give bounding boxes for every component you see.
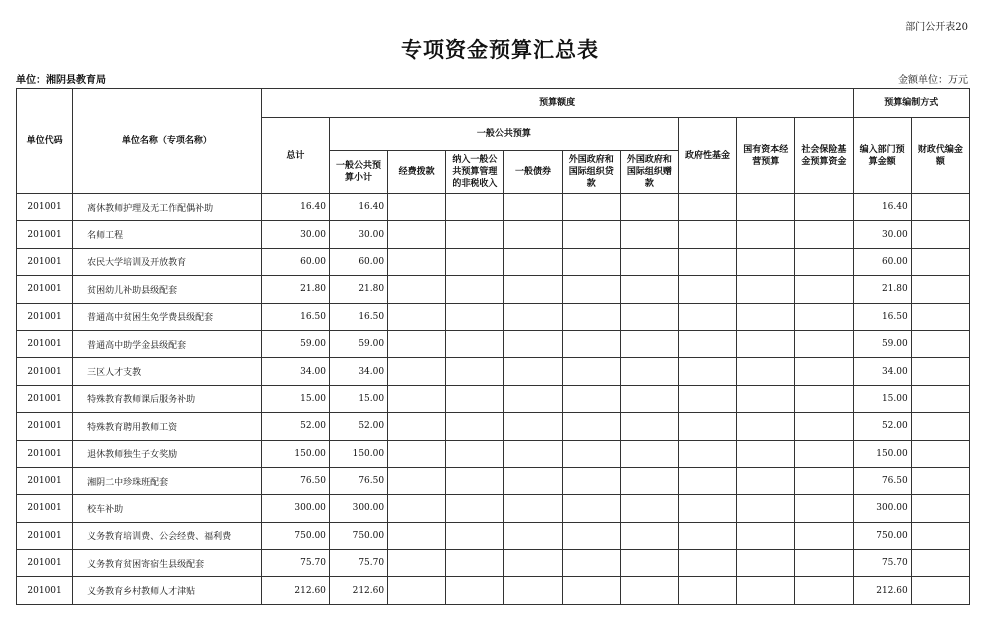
cell-appropriation — [388, 221, 446, 248]
cell-non-tax — [446, 577, 504, 604]
cell-dept-budget: 76.50 — [853, 467, 911, 494]
cell-unit-name: 农民大学培训及开放教育 — [73, 248, 262, 275]
cell-foreign-loan — [562, 550, 620, 577]
cell-foreign-grant — [620, 330, 678, 357]
cell-state-capital — [737, 522, 795, 549]
cell-unit-name: 贫困幼儿补助县级配套 — [73, 276, 262, 303]
cell-general-bond — [504, 413, 562, 440]
cell-state-capital — [737, 358, 795, 385]
cell-unit-name: 名师工程 — [73, 221, 262, 248]
cell-fiscal-agency — [911, 495, 969, 522]
cell-foreign-loan — [562, 413, 620, 440]
cell-non-tax — [446, 330, 504, 357]
cell-social-insurance — [795, 440, 853, 467]
cell-social-insurance — [795, 385, 853, 412]
cell-fiscal-agency — [911, 522, 969, 549]
table-row — [17, 550, 970, 577]
cell-general-bond — [504, 221, 562, 248]
cell-dept-budget: 34.00 — [853, 358, 911, 385]
cell-general-bond — [504, 194, 562, 221]
cell-unit-code: 201001 — [17, 194, 73, 221]
cell-state-capital — [737, 221, 795, 248]
cell-non-tax — [446, 385, 504, 412]
cell-gp-subtotal: 59.00 — [329, 330, 387, 357]
cell-state-capital — [737, 385, 795, 412]
cell-unit-code: 201001 — [17, 248, 73, 275]
table-row — [17, 248, 970, 275]
cell-unit-code: 201001 — [17, 577, 73, 604]
cell-dept-budget: 59.00 — [853, 330, 911, 357]
cell-social-insurance — [795, 221, 853, 248]
cell-appropriation — [388, 358, 446, 385]
cell-fiscal-agency — [911, 413, 969, 440]
cell-non-tax — [446, 550, 504, 577]
cell-general-bond — [504, 385, 562, 412]
cell-non-tax — [446, 413, 504, 440]
page-title: 专项资金预算汇总表 — [401, 38, 599, 62]
header-unit-code: 单位代码 — [17, 89, 73, 194]
cell-general-bond — [504, 276, 562, 303]
cell-foreign-loan — [562, 522, 620, 549]
budget-table — [16, 88, 970, 605]
cell-state-capital — [737, 550, 795, 577]
header-fiscal-agency: 财政代编金额 — [911, 118, 969, 194]
cell-foreign-loan — [562, 248, 620, 275]
cell-foreign-grant — [620, 440, 678, 467]
cell-total: 21.80 — [261, 276, 329, 303]
cell-unit-name: 普通高中贫困生免学费县级配套 — [73, 303, 262, 330]
header-non-tax: 纳入一般公共预算管理的非税收入 — [446, 151, 504, 194]
cell-unit-name: 特殊教育教师课后服务补助 — [73, 385, 262, 412]
cell-unit-code: 201001 — [17, 440, 73, 467]
cell-unit-name: 离休教师护理及无工作配偶补助 — [73, 194, 262, 221]
cell-unit-code: 201001 — [17, 495, 73, 522]
cell-unit-code: 201001 — [17, 276, 73, 303]
cell-fiscal-agency — [911, 194, 969, 221]
cell-state-capital — [737, 303, 795, 330]
cell-appropriation — [388, 495, 446, 522]
cell-non-tax — [446, 248, 504, 275]
table-row — [17, 495, 970, 522]
cell-state-capital — [737, 440, 795, 467]
cell-gov-fund — [678, 522, 736, 549]
cell-appropriation — [388, 248, 446, 275]
cell-total: 150.00 — [261, 440, 329, 467]
cell-unit-name: 三区人才支教 — [73, 358, 262, 385]
cell-social-insurance — [795, 413, 853, 440]
cell-gov-fund — [678, 495, 736, 522]
cell-dept-budget: 21.80 — [853, 276, 911, 303]
cell-total: 16.40 — [261, 194, 329, 221]
cell-unit-name: 退休教师独生子女奖励 — [73, 440, 262, 467]
cell-gp-subtotal: 34.00 — [329, 358, 387, 385]
cell-unit-code: 201001 — [17, 303, 73, 330]
cell-total: 76.50 — [261, 467, 329, 494]
cell-total: 34.00 — [261, 358, 329, 385]
cell-social-insurance — [795, 330, 853, 357]
cell-fiscal-agency — [911, 303, 969, 330]
header-gp-subtotal: 一般公共预算小计 — [329, 151, 387, 194]
cell-fiscal-agency — [911, 358, 969, 385]
header-appropriation: 经费拨款 — [388, 151, 446, 194]
cell-social-insurance — [795, 303, 853, 330]
cell-general-bond — [504, 303, 562, 330]
cell-dept-budget: 75.70 — [853, 550, 911, 577]
cell-gp-subtotal: 15.00 — [329, 385, 387, 412]
cell-social-insurance — [795, 276, 853, 303]
cell-state-capital — [737, 467, 795, 494]
cell-total: 16.50 — [261, 303, 329, 330]
cell-gp-subtotal: 750.00 — [329, 522, 387, 549]
cell-non-tax — [446, 440, 504, 467]
cell-dept-budget: 30.00 — [853, 221, 911, 248]
form-number: 部门公开表20 — [905, 22, 968, 33]
cell-total: 60.00 — [261, 248, 329, 275]
table-row — [17, 221, 970, 248]
header-general-bond: 一般债券 — [504, 151, 562, 194]
cell-gov-fund — [678, 358, 736, 385]
cell-gov-fund — [678, 194, 736, 221]
cell-foreign-grant — [620, 467, 678, 494]
cell-gov-fund — [678, 467, 736, 494]
cell-dept-budget: 52.00 — [853, 413, 911, 440]
cell-gov-fund — [678, 248, 736, 275]
cell-unit-code: 201001 — [17, 358, 73, 385]
cell-appropriation — [388, 467, 446, 494]
cell-foreign-loan — [562, 577, 620, 604]
cell-gov-fund — [678, 577, 736, 604]
cell-foreign-grant — [620, 248, 678, 275]
cell-social-insurance — [795, 467, 853, 494]
amount-unit-label: 金额单位：万元 — [898, 75, 968, 86]
cell-state-capital — [737, 495, 795, 522]
cell-fiscal-agency — [911, 440, 969, 467]
cell-state-capital — [737, 248, 795, 275]
cell-fiscal-agency — [911, 385, 969, 412]
cell-non-tax — [446, 358, 504, 385]
cell-gov-fund — [678, 330, 736, 357]
cell-total: 750.00 — [261, 522, 329, 549]
cell-dept-budget: 212.60 — [853, 577, 911, 604]
cell-dept-budget: 750.00 — [853, 522, 911, 549]
cell-non-tax — [446, 303, 504, 330]
table-row — [17, 440, 970, 467]
cell-social-insurance — [795, 577, 853, 604]
cell-general-bond — [504, 577, 562, 604]
cell-non-tax — [446, 467, 504, 494]
cell-foreign-loan — [562, 221, 620, 248]
cell-foreign-loan — [562, 467, 620, 494]
cell-unit-code: 201001 — [17, 467, 73, 494]
cell-state-capital — [737, 330, 795, 357]
cell-foreign-loan — [562, 440, 620, 467]
cell-gp-subtotal: 16.50 — [329, 303, 387, 330]
cell-foreign-loan — [562, 194, 620, 221]
cell-general-bond — [504, 330, 562, 357]
cell-gp-subtotal: 300.00 — [329, 495, 387, 522]
cell-dept-budget: 16.50 — [853, 303, 911, 330]
cell-foreign-grant — [620, 413, 678, 440]
table-row — [17, 522, 970, 549]
header-budget-method: 预算编制方式 — [853, 89, 969, 118]
cell-fiscal-agency — [911, 330, 969, 357]
cell-gp-subtotal: 150.00 — [329, 440, 387, 467]
table-row — [17, 467, 970, 494]
cell-dept-budget: 15.00 — [853, 385, 911, 412]
cell-state-capital — [737, 276, 795, 303]
cell-general-bond — [504, 440, 562, 467]
cell-fiscal-agency — [911, 248, 969, 275]
cell-dept-budget: 300.00 — [853, 495, 911, 522]
cell-non-tax — [446, 221, 504, 248]
cell-total: 59.00 — [261, 330, 329, 357]
cell-appropriation — [388, 413, 446, 440]
cell-appropriation — [388, 330, 446, 357]
cell-foreign-loan — [562, 358, 620, 385]
header-foreign-grant: 外国政府和国际组织赠款 — [620, 151, 678, 194]
cell-foreign-loan — [562, 303, 620, 330]
header-general-public: 一般公共预算 — [329, 118, 678, 151]
cell-foreign-loan — [562, 495, 620, 522]
table-row — [17, 330, 970, 357]
unit-label: 单位：湘阴县教育局 — [16, 75, 106, 86]
cell-appropriation — [388, 522, 446, 549]
cell-foreign-grant — [620, 221, 678, 248]
cell-unit-code: 201001 — [17, 550, 73, 577]
cell-state-capital — [737, 194, 795, 221]
cell-social-insurance — [795, 248, 853, 275]
cell-appropriation — [388, 577, 446, 604]
cell-gov-fund — [678, 413, 736, 440]
cell-unit-code: 201001 — [17, 385, 73, 412]
table-row — [17, 276, 970, 303]
cell-fiscal-agency — [911, 276, 969, 303]
header-social-insurance: 社会保险基金预算资金 — [795, 118, 853, 194]
cell-unit-name: 普通高中助学金县级配套 — [73, 330, 262, 357]
cell-foreign-loan — [562, 385, 620, 412]
table-row — [17, 385, 970, 412]
cell-unit-name: 校车补助 — [73, 495, 262, 522]
cell-gov-fund — [678, 440, 736, 467]
cell-gp-subtotal: 16.40 — [329, 194, 387, 221]
cell-foreign-grant — [620, 550, 678, 577]
cell-foreign-grant — [620, 303, 678, 330]
table-row — [17, 303, 970, 330]
cell-fiscal-agency — [911, 467, 969, 494]
cell-general-bond — [504, 467, 562, 494]
cell-unit-name: 义务教育贫困寄宿生县级配套 — [73, 550, 262, 577]
cell-gov-fund — [678, 550, 736, 577]
cell-appropriation — [388, 440, 446, 467]
cell-foreign-grant — [620, 495, 678, 522]
cell-dept-budget: 150.00 — [853, 440, 911, 467]
cell-gp-subtotal: 60.00 — [329, 248, 387, 275]
cell-foreign-grant — [620, 276, 678, 303]
cell-gp-subtotal: 30.00 — [329, 221, 387, 248]
cell-gov-fund — [678, 303, 736, 330]
cell-appropriation — [388, 385, 446, 412]
cell-total: 300.00 — [261, 495, 329, 522]
cell-state-capital — [737, 413, 795, 440]
cell-gp-subtotal: 75.70 — [329, 550, 387, 577]
cell-dept-budget: 16.40 — [853, 194, 911, 221]
cell-total: 52.00 — [261, 413, 329, 440]
cell-state-capital — [737, 577, 795, 604]
cell-foreign-grant — [620, 577, 678, 604]
cell-fiscal-agency — [911, 577, 969, 604]
cell-appropriation — [388, 303, 446, 330]
cell-unit-code: 201001 — [17, 330, 73, 357]
cell-non-tax — [446, 194, 504, 221]
cell-general-bond — [504, 522, 562, 549]
cell-gov-fund — [678, 276, 736, 303]
cell-gp-subtotal: 21.80 — [329, 276, 387, 303]
cell-total: 15.00 — [261, 385, 329, 412]
cell-unit-name: 湘阴二中珍珠班配套 — [73, 467, 262, 494]
table-row — [17, 577, 970, 604]
cell-total: 30.00 — [261, 221, 329, 248]
cell-appropriation — [388, 276, 446, 303]
cell-foreign-grant — [620, 385, 678, 412]
cell-unit-name: 特殊教育聘用教师工资 — [73, 413, 262, 440]
header-gov-fund: 政府性基金 — [678, 118, 736, 194]
header-dept-budget: 编入部门预算金额 — [853, 118, 911, 194]
cell-foreign-grant — [620, 522, 678, 549]
cell-non-tax — [446, 522, 504, 549]
cell-social-insurance — [795, 522, 853, 549]
cell-appropriation — [388, 550, 446, 577]
header-foreign-loan: 外国政府和国际组织贷款 — [562, 151, 620, 194]
table-row — [17, 194, 970, 221]
cell-foreign-grant — [620, 194, 678, 221]
cell-unit-code: 201001 — [17, 522, 73, 549]
cell-social-insurance — [795, 495, 853, 522]
cell-unit-name: 义务教育乡村教师人才津贴 — [73, 577, 262, 604]
cell-social-insurance — [795, 550, 853, 577]
cell-non-tax — [446, 495, 504, 522]
cell-appropriation — [388, 194, 446, 221]
cell-gp-subtotal: 212.60 — [329, 577, 387, 604]
cell-general-bond — [504, 358, 562, 385]
cell-unit-name: 义务教育培训费、公会经费、福利费 — [73, 522, 262, 549]
cell-total: 75.70 — [261, 550, 329, 577]
header-state-capital: 国有资本经营预算 — [737, 118, 795, 194]
cell-fiscal-agency — [911, 550, 969, 577]
cell-unit-code: 201001 — [17, 413, 73, 440]
cell-foreign-grant — [620, 358, 678, 385]
cell-foreign-loan — [562, 276, 620, 303]
cell-social-insurance — [795, 194, 853, 221]
header-budget-amount: 预算额度 — [261, 89, 853, 118]
cell-gov-fund — [678, 385, 736, 412]
cell-non-tax — [446, 276, 504, 303]
cell-general-bond — [504, 550, 562, 577]
cell-gp-subtotal: 76.50 — [329, 467, 387, 494]
cell-total: 212.60 — [261, 577, 329, 604]
cell-gov-fund — [678, 221, 736, 248]
header-unit-name: 单位名称（专项名称） — [73, 89, 262, 194]
cell-general-bond — [504, 495, 562, 522]
cell-dept-budget: 60.00 — [853, 248, 911, 275]
cell-social-insurance — [795, 358, 853, 385]
cell-gp-subtotal: 52.00 — [329, 413, 387, 440]
cell-foreign-loan — [562, 330, 620, 357]
table-row — [17, 413, 970, 440]
table-row — [17, 358, 970, 385]
header-total: 总计 — [261, 118, 329, 194]
cell-fiscal-agency — [911, 221, 969, 248]
cell-general-bond — [504, 248, 562, 275]
cell-unit-code: 201001 — [17, 221, 73, 248]
